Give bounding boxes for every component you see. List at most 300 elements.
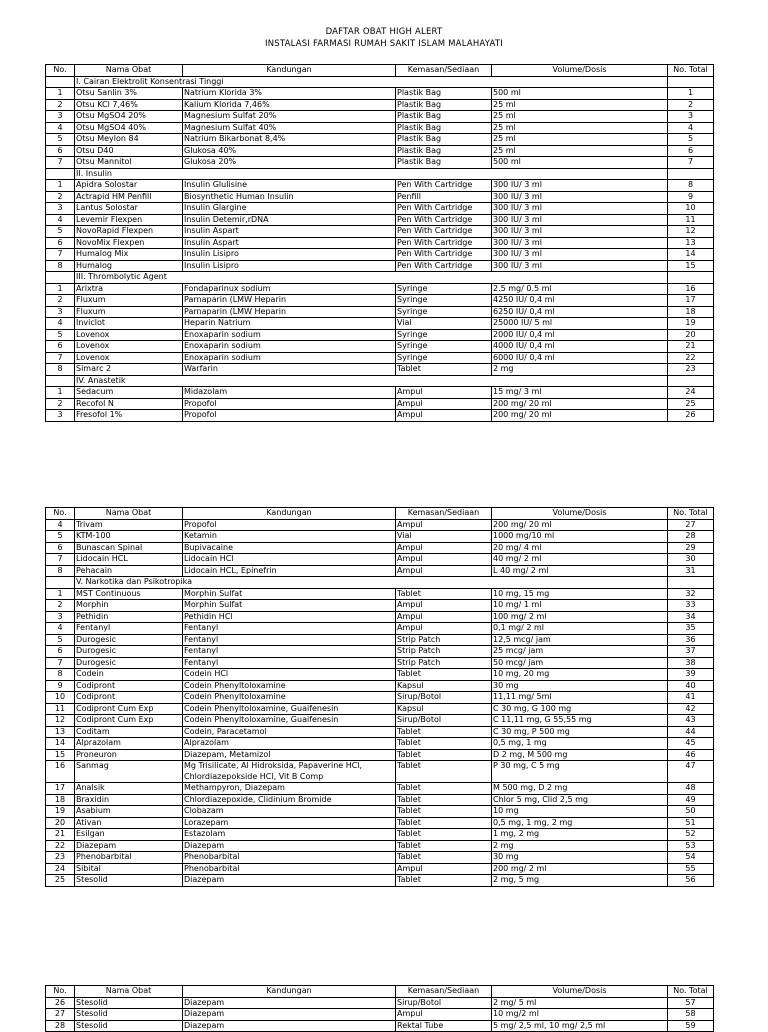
packaging-cell: Pen With Cartridge xyxy=(396,249,492,261)
volume-dose-cell: 300 IU/ 3 ml xyxy=(492,237,668,249)
column-header-no: No. xyxy=(46,986,75,998)
total-number-cell: 25 xyxy=(668,398,714,410)
drug-name-cell: Durogesic xyxy=(75,646,183,658)
volume-dose-cell: 5 mg/ 2,5 ml, 10 mg/ 2,5 ml xyxy=(492,1020,668,1032)
no-cell: 13 xyxy=(46,726,75,738)
packaging-cell: Ampul xyxy=(396,565,492,577)
drug-table-page-section-1 xyxy=(45,64,714,422)
ingredient-cell: Enoxaparin sodium xyxy=(183,352,396,364)
total-number-cell: 22 xyxy=(668,352,714,364)
no-cell: 4 xyxy=(46,318,75,330)
packaging-cell: Syringe xyxy=(396,306,492,318)
total-number-cell: 59 xyxy=(668,1020,714,1032)
packaging-cell: Syringe xyxy=(396,295,492,307)
packaging-cell: Tablet xyxy=(396,852,492,864)
packaging-cell: Ampul xyxy=(396,387,492,399)
total-number-cell: 52 xyxy=(668,829,714,841)
no-cell: 8 xyxy=(46,260,75,272)
drug-name-cell: Humalog xyxy=(75,260,183,272)
drug-name-cell: Durogesic xyxy=(75,634,183,646)
volume-dose-cell: Chlor 5 mg, Clid 2,5 mg xyxy=(492,794,668,806)
drug-name-cell: Inviclot xyxy=(75,318,183,330)
total-number-cell: 37 xyxy=(668,646,714,658)
no-cell: 18 xyxy=(46,794,75,806)
ingredient-cell: Codein HCl xyxy=(183,669,396,681)
volume-dose-cell: 4250 IU/ 0,4 ml xyxy=(492,295,668,307)
table-row xyxy=(46,715,714,727)
packaging-cell: Tablet xyxy=(396,817,492,829)
ingredient-cell: Diazepam xyxy=(183,1020,396,1032)
section-title: V. Narkotika dan Psikotropika xyxy=(75,577,668,589)
table-row xyxy=(46,806,714,818)
drug-name-cell: Durogesic xyxy=(75,657,183,669)
packaging-cell xyxy=(396,772,492,783)
total-number-cell: 15 xyxy=(668,260,714,272)
no-cell: 10 xyxy=(46,692,75,704)
ingredient-cell: Kalium Klorida 7,46% xyxy=(183,99,396,111)
table-row xyxy=(46,157,714,169)
ingredient-cell: Fentanyl xyxy=(183,646,396,658)
volume-dose-cell: 200 mg/ 20 ml xyxy=(492,410,668,422)
table-row xyxy=(46,214,714,226)
ingredient-cell: Codein Phenyltoloxamine, Guaifenesin xyxy=(183,715,396,727)
no-cell: 25 xyxy=(46,875,75,887)
ingredient-cell: Alprazolam xyxy=(183,738,396,750)
ingredient-cell: Magnesium Sulfat 20% xyxy=(183,111,396,123)
ingredient-cell: Propofol xyxy=(183,398,396,410)
total-number-cell: 47 xyxy=(668,761,714,772)
table-row xyxy=(46,226,714,238)
table-row xyxy=(46,203,714,215)
total-number-cell: 48 xyxy=(668,783,714,795)
column-header-volume-dose: Volume/Dosis xyxy=(492,986,668,998)
table-header-row xyxy=(46,508,714,520)
ingredient-cell: Biosynthetic Human Insulin xyxy=(183,191,396,203)
column-header-drug-name: Nama Obat xyxy=(75,65,183,77)
packaging-cell: Syringe xyxy=(396,283,492,295)
volume-dose-cell: C 30 mg, P 500 mg xyxy=(492,726,668,738)
ingredient-cell: Natrium Bikarbonat 8,4% xyxy=(183,134,396,146)
drug-name-cell: Recofol N xyxy=(75,398,183,410)
drug-name-cell: Fluxum xyxy=(75,295,183,307)
volume-dose-cell: 300 IU/ 3 ml xyxy=(492,249,668,261)
drug-name-cell: Actrapid HM Penfill xyxy=(75,191,183,203)
no-cell: 17 xyxy=(46,783,75,795)
total-number-cell: 20 xyxy=(668,329,714,341)
packaging-cell: Vial xyxy=(396,531,492,543)
ingredient-cell: Phenobarbital xyxy=(183,863,396,875)
ingredient-cell: Chlordiazepoxide, Clidinium Bromide xyxy=(183,794,396,806)
drug-name-cell: Proneuron xyxy=(75,749,183,761)
no-cell: 2 xyxy=(46,295,75,307)
drug-name-cell: Diazepam xyxy=(75,840,183,852)
drug-name-cell xyxy=(75,772,183,783)
ingredient-cell: Heparin Natrium xyxy=(183,318,396,330)
total-number-cell: 2 xyxy=(668,99,714,111)
drug-name-cell: Stesolid xyxy=(75,875,183,887)
packaging-cell: Ampul xyxy=(396,600,492,612)
section-total-cell xyxy=(668,272,714,284)
total-number-cell: 38 xyxy=(668,657,714,669)
packaging-cell: Pen With Cartridge xyxy=(396,260,492,272)
no-cell: 3 xyxy=(46,111,75,123)
total-number-cell: 35 xyxy=(668,623,714,635)
packaging-cell: Tablet xyxy=(396,829,492,841)
volume-dose-cell: 500 ml xyxy=(492,88,668,100)
total-number-cell: 12 xyxy=(668,226,714,238)
section-no-cell xyxy=(46,375,75,387)
packaging-cell: Syringe xyxy=(396,329,492,341)
table-row xyxy=(46,669,714,681)
section-header-row xyxy=(46,168,714,180)
drug-name-cell: MST Continuous xyxy=(75,588,183,600)
drug-name-cell: Codein xyxy=(75,669,183,681)
no-cell: 26 xyxy=(46,997,75,1009)
column-header-drug-name: Nama Obat xyxy=(75,508,183,520)
packaging-cell: Strip Patch xyxy=(396,646,492,658)
volume-dose-cell: 10 mg, 15 mg xyxy=(492,588,668,600)
total-number-cell: 51 xyxy=(668,817,714,829)
ingredient-cell: Chlordiazepokside HCl, Vit B Comp xyxy=(183,772,396,783)
section-total-cell xyxy=(668,375,714,387)
volume-dose-cell: C 30 mg, G 100 mg xyxy=(492,703,668,715)
packaging-cell: Tablet xyxy=(396,840,492,852)
table-row xyxy=(46,531,714,543)
drug-table-page-section-3 xyxy=(45,985,714,1032)
volume-dose-cell: 100 mg/ 2 ml xyxy=(492,611,668,623)
volume-dose-cell: 6000 IU/ 0,4 ml xyxy=(492,352,668,364)
volume-dose-cell: 1 mg, 2 mg xyxy=(492,829,668,841)
ingredient-cell: Natrium Klorida 3% xyxy=(183,88,396,100)
column-header-ingredient: Kandungan xyxy=(183,65,396,77)
packaging-cell: Plastik Bag xyxy=(396,134,492,146)
no-cell: 21 xyxy=(46,829,75,841)
ingredient-cell: Morphin Sulfat xyxy=(183,588,396,600)
packaging-cell: Rektal Tube xyxy=(396,1020,492,1032)
table-row xyxy=(46,410,714,422)
table-row xyxy=(46,761,714,772)
column-header-no: No. xyxy=(46,65,75,77)
table-row xyxy=(46,680,714,692)
no-cell: 5 xyxy=(46,634,75,646)
packaging-cell: Sirup/Botol xyxy=(396,692,492,704)
drug-name-cell: Lidocain HCL xyxy=(75,554,183,566)
packaging-cell: Ampul xyxy=(396,1009,492,1021)
ingredient-cell: Enoxaparin sodium xyxy=(183,329,396,341)
volume-dose-cell: 300 IU/ 3 ml xyxy=(492,214,668,226)
table-row xyxy=(46,145,714,157)
drug-name-cell: Simarc 2 xyxy=(75,364,183,376)
volume-dose-cell: L 40 mg/ 2 ml xyxy=(492,565,668,577)
ingredient-cell: Glukosa 20% xyxy=(183,157,396,169)
drug-name-cell: Levemir Flexpen xyxy=(75,214,183,226)
section-no-cell xyxy=(46,577,75,589)
table-row xyxy=(46,863,714,875)
volume-dose-cell xyxy=(492,772,668,783)
no-cell: 28 xyxy=(46,1020,75,1032)
ingredient-cell: Insulin Lisipro xyxy=(183,249,396,261)
table-row xyxy=(46,283,714,295)
total-number-cell: 42 xyxy=(668,703,714,715)
total-number-cell: 58 xyxy=(668,1009,714,1021)
volume-dose-cell: 300 IU/ 3 ml xyxy=(492,203,668,215)
table-row xyxy=(46,726,714,738)
table-row xyxy=(46,237,714,249)
ingredient-cell: Ketamin xyxy=(183,531,396,543)
table-row xyxy=(46,88,714,100)
volume-dose-cell: 50 mcg/ jam xyxy=(492,657,668,669)
no-cell: 6 xyxy=(46,646,75,658)
volume-dose-cell: 2000 IU/ 0,4 ml xyxy=(492,329,668,341)
no-cell: 7 xyxy=(46,157,75,169)
packaging-cell: Ampul xyxy=(396,410,492,422)
no-cell: 6 xyxy=(46,341,75,353)
no-cell: 23 xyxy=(46,852,75,864)
no-cell: 2 xyxy=(46,398,75,410)
table-row xyxy=(46,783,714,795)
ingredient-cell: Fentanyl xyxy=(183,657,396,669)
total-number-cell: 29 xyxy=(668,542,714,554)
volume-dose-cell: 10 mg/2 ml xyxy=(492,1009,668,1021)
drug-name-cell: Codipront xyxy=(75,680,183,692)
ingredient-cell: Codein Phenyltoloxamine xyxy=(183,680,396,692)
total-number-cell: 11 xyxy=(668,214,714,226)
ingredient-cell: Insulin Glargine xyxy=(183,203,396,215)
total-number-cell: 6 xyxy=(668,145,714,157)
table-row xyxy=(46,565,714,577)
ingredient-cell: Methampyron, Diazepam xyxy=(183,783,396,795)
table-row xyxy=(46,134,714,146)
no-cell: 2 xyxy=(46,600,75,612)
total-number-cell: 13 xyxy=(668,237,714,249)
drug-name-cell: Codipront Cum Exp xyxy=(75,703,183,715)
section-total-cell xyxy=(668,76,714,88)
table-row xyxy=(46,829,714,841)
table-row xyxy=(46,318,714,330)
volume-dose-cell: 200 mg/ 20 ml xyxy=(492,519,668,531)
total-number-cell: 7 xyxy=(668,157,714,169)
packaging-cell: Tablet xyxy=(396,783,492,795)
table-row xyxy=(46,122,714,134)
packaging-cell: Pen With Cartridge xyxy=(396,203,492,215)
packaging-cell: Kapsul xyxy=(396,680,492,692)
no-cell: 7 xyxy=(46,554,75,566)
volume-dose-cell: 2 mg xyxy=(492,840,668,852)
drug-name-cell: Otsu D40 xyxy=(75,145,183,157)
drug-table-page-section-2 xyxy=(45,507,714,887)
packaging-cell: Ampul xyxy=(396,611,492,623)
volume-dose-cell: 0,5 mg, 1 mg xyxy=(492,738,668,750)
drug-name-cell: Arixtra xyxy=(75,283,183,295)
no-cell: 22 xyxy=(46,840,75,852)
packaging-cell: Sirup/Botol xyxy=(396,997,492,1009)
table-header-row xyxy=(46,986,714,998)
table-row xyxy=(46,387,714,399)
document-title: DAFTAR OBAT HIGH ALERT xyxy=(325,27,443,37)
total-number-cell: 43 xyxy=(668,715,714,727)
packaging-cell: Tablet xyxy=(396,738,492,750)
column-header-ingredient: Kandungan xyxy=(183,508,396,520)
packaging-cell: Tablet xyxy=(396,806,492,818)
volume-dose-cell: 1000 mg/10 ml xyxy=(492,531,668,543)
packaging-cell: Ampul xyxy=(396,398,492,410)
packaging-cell: Pen With Cartridge xyxy=(396,180,492,192)
section-no-cell xyxy=(46,272,75,284)
ingredient-cell: Insulin Detemir,rDNA xyxy=(183,214,396,226)
total-number-cell: 53 xyxy=(668,840,714,852)
no-cell: 4 xyxy=(46,623,75,635)
volume-dose-cell: P 30 mg, C 5 mg xyxy=(492,761,668,772)
table-row xyxy=(46,554,714,566)
table-row xyxy=(46,875,714,887)
volume-dose-cell: 25 mcg/ jam xyxy=(492,646,668,658)
ingredient-cell: Warfarin xyxy=(183,364,396,376)
no-cell: 2 xyxy=(46,99,75,111)
ingredient-cell: Bupivacaine xyxy=(183,542,396,554)
total-number-cell: 28 xyxy=(668,531,714,543)
column-header-volume-dose: Volume/Dosis xyxy=(492,508,668,520)
no-cell: 1 xyxy=(46,387,75,399)
no-cell: 20 xyxy=(46,817,75,829)
volume-dose-cell: 300 IU/ 3 ml xyxy=(492,180,668,192)
ingredient-cell: Insulin Aspart xyxy=(183,237,396,249)
volume-dose-cell: 10 mg/ 1 ml xyxy=(492,600,668,612)
no-cell: 4 xyxy=(46,122,75,134)
no-cell: 12 xyxy=(46,715,75,727)
drug-name-cell: Stesolid xyxy=(75,1009,183,1021)
ingredient-cell: Codein Phenyltoloxamine xyxy=(183,692,396,704)
no-cell: 1 xyxy=(46,283,75,295)
drug-name-cell: Morphin xyxy=(75,600,183,612)
table-row xyxy=(46,249,714,261)
table-row xyxy=(46,623,714,635)
drug-name-cell: Fentanyl xyxy=(75,623,183,635)
drug-name-cell: Sibital xyxy=(75,863,183,875)
volume-dose-cell: 0,5 mg, 1 mg, 2 mg xyxy=(492,817,668,829)
ingredient-cell: Codein Phenyltoloxamine, Guaifenesin xyxy=(183,703,396,715)
packaging-cell: Strip Patch xyxy=(396,657,492,669)
total-number-cell: 19 xyxy=(668,318,714,330)
no-cell: 5 xyxy=(46,226,75,238)
no-cell: 8 xyxy=(46,565,75,577)
drug-name-cell: Trivam xyxy=(75,519,183,531)
table-row xyxy=(46,840,714,852)
ingredient-cell: Propofol xyxy=(183,519,396,531)
drug-name-cell: Lovenox xyxy=(75,341,183,353)
total-number-cell: 49 xyxy=(668,794,714,806)
total-number-cell: 9 xyxy=(668,191,714,203)
volume-dose-cell: 25 ml xyxy=(492,122,668,134)
volume-dose-cell: 2 mg/ 5 ml xyxy=(492,997,668,1009)
ingredient-cell: Mg Trisilicate, Al Hidroksida, Papaverine HCl, xyxy=(183,761,396,772)
no-cell: 14 xyxy=(46,738,75,750)
ingredient-cell: Glukosa 40% xyxy=(183,145,396,157)
total-number-cell: 56 xyxy=(668,875,714,887)
section-no-cell xyxy=(46,76,75,88)
table-row xyxy=(46,657,714,669)
ingredient-cell: Insulin Lisipro xyxy=(183,260,396,272)
table-row xyxy=(46,646,714,658)
packaging-cell: Tablet xyxy=(396,794,492,806)
no-cell: 3 xyxy=(46,611,75,623)
packaging-cell: Plastik Bag xyxy=(396,157,492,169)
drug-name-cell: Pethidin xyxy=(75,611,183,623)
column-header-drug-name: Nama Obat xyxy=(75,986,183,998)
drug-name-cell: Codipront Cum Exp xyxy=(75,715,183,727)
drug-name-cell: Asabium xyxy=(75,806,183,818)
table-row xyxy=(46,997,714,1009)
volume-dose-cell: C 11,11 mg, G 55,55 mg xyxy=(492,715,668,727)
column-header-no: No. xyxy=(46,508,75,520)
no-cell: 19 xyxy=(46,806,75,818)
section-title: I. Cairan Elektrolit Konsentrasi Tinggi xyxy=(75,76,668,88)
packaging-cell: Plastik Bag xyxy=(396,145,492,157)
drug-name-cell: Otsu KCl 7,46% xyxy=(75,99,183,111)
volume-dose-cell: 40 mg/ 2 ml xyxy=(492,554,668,566)
volume-dose-cell: 30 mg xyxy=(492,852,668,864)
total-number-cell: 4 xyxy=(668,122,714,134)
section-title: IV. Anastetik xyxy=(75,375,668,387)
ingredient-cell: Lorazepam xyxy=(183,817,396,829)
no-cell: 2 xyxy=(46,191,75,203)
ingredient-cell: Codein, Paracetamol xyxy=(183,726,396,738)
packaging-cell: Ampul xyxy=(396,519,492,531)
table-row xyxy=(46,738,714,750)
no-cell: 3 xyxy=(46,410,75,422)
no-cell: 8 xyxy=(46,364,75,376)
total-number-cell: 45 xyxy=(668,738,714,750)
total-number-cell: 24 xyxy=(668,387,714,399)
total-number-cell: 46 xyxy=(668,749,714,761)
table-row xyxy=(46,611,714,623)
section-header-row xyxy=(46,375,714,387)
document-subtitle: INSTALASI FARMASI RUMAH SAKIT ISLAM MALAHAYATI xyxy=(265,38,503,49)
ingredient-cell: Magnesium Sulfat 40% xyxy=(183,122,396,134)
drug-name-cell: Fluxum xyxy=(75,306,183,318)
packaging-cell: Syringe xyxy=(396,341,492,353)
packaging-cell: Ampul xyxy=(396,863,492,875)
ingredient-cell: Fentanyl xyxy=(183,623,396,635)
no-cell: 15 xyxy=(46,749,75,761)
volume-dose-cell: 20 mg/ 4 ml xyxy=(492,542,668,554)
volume-dose-cell: 30 mg xyxy=(492,680,668,692)
total-number-cell: 57 xyxy=(668,997,714,1009)
table-row xyxy=(46,542,714,554)
table-header-row xyxy=(46,65,714,77)
ingredient-cell: Diazepam xyxy=(183,875,396,887)
total-number-cell: 36 xyxy=(668,634,714,646)
no-cell: 6 xyxy=(46,542,75,554)
total-number-cell: 16 xyxy=(668,283,714,295)
volume-dose-cell: 2.5 mg/ 0.5 ml xyxy=(492,283,668,295)
no-cell: 16 xyxy=(46,761,75,772)
drug-name-cell: Lovenox xyxy=(75,352,183,364)
packaging-cell: Ampul xyxy=(396,542,492,554)
table-row xyxy=(46,852,714,864)
table-row xyxy=(46,703,714,715)
ingredient-cell: Fondaparinux sodium xyxy=(183,283,396,295)
no-cell: 27 xyxy=(46,1009,75,1021)
packaging-cell: Tablet xyxy=(396,749,492,761)
no-cell: 24 xyxy=(46,863,75,875)
total-number-cell: 17 xyxy=(668,295,714,307)
drug-name-cell: Sedacum xyxy=(75,387,183,399)
table-row xyxy=(46,295,714,307)
packaging-cell: Tablet xyxy=(396,761,492,772)
no-cell: 9 xyxy=(46,680,75,692)
ingredient-cell: Clobazam xyxy=(183,806,396,818)
packaging-cell: Tablet xyxy=(396,364,492,376)
